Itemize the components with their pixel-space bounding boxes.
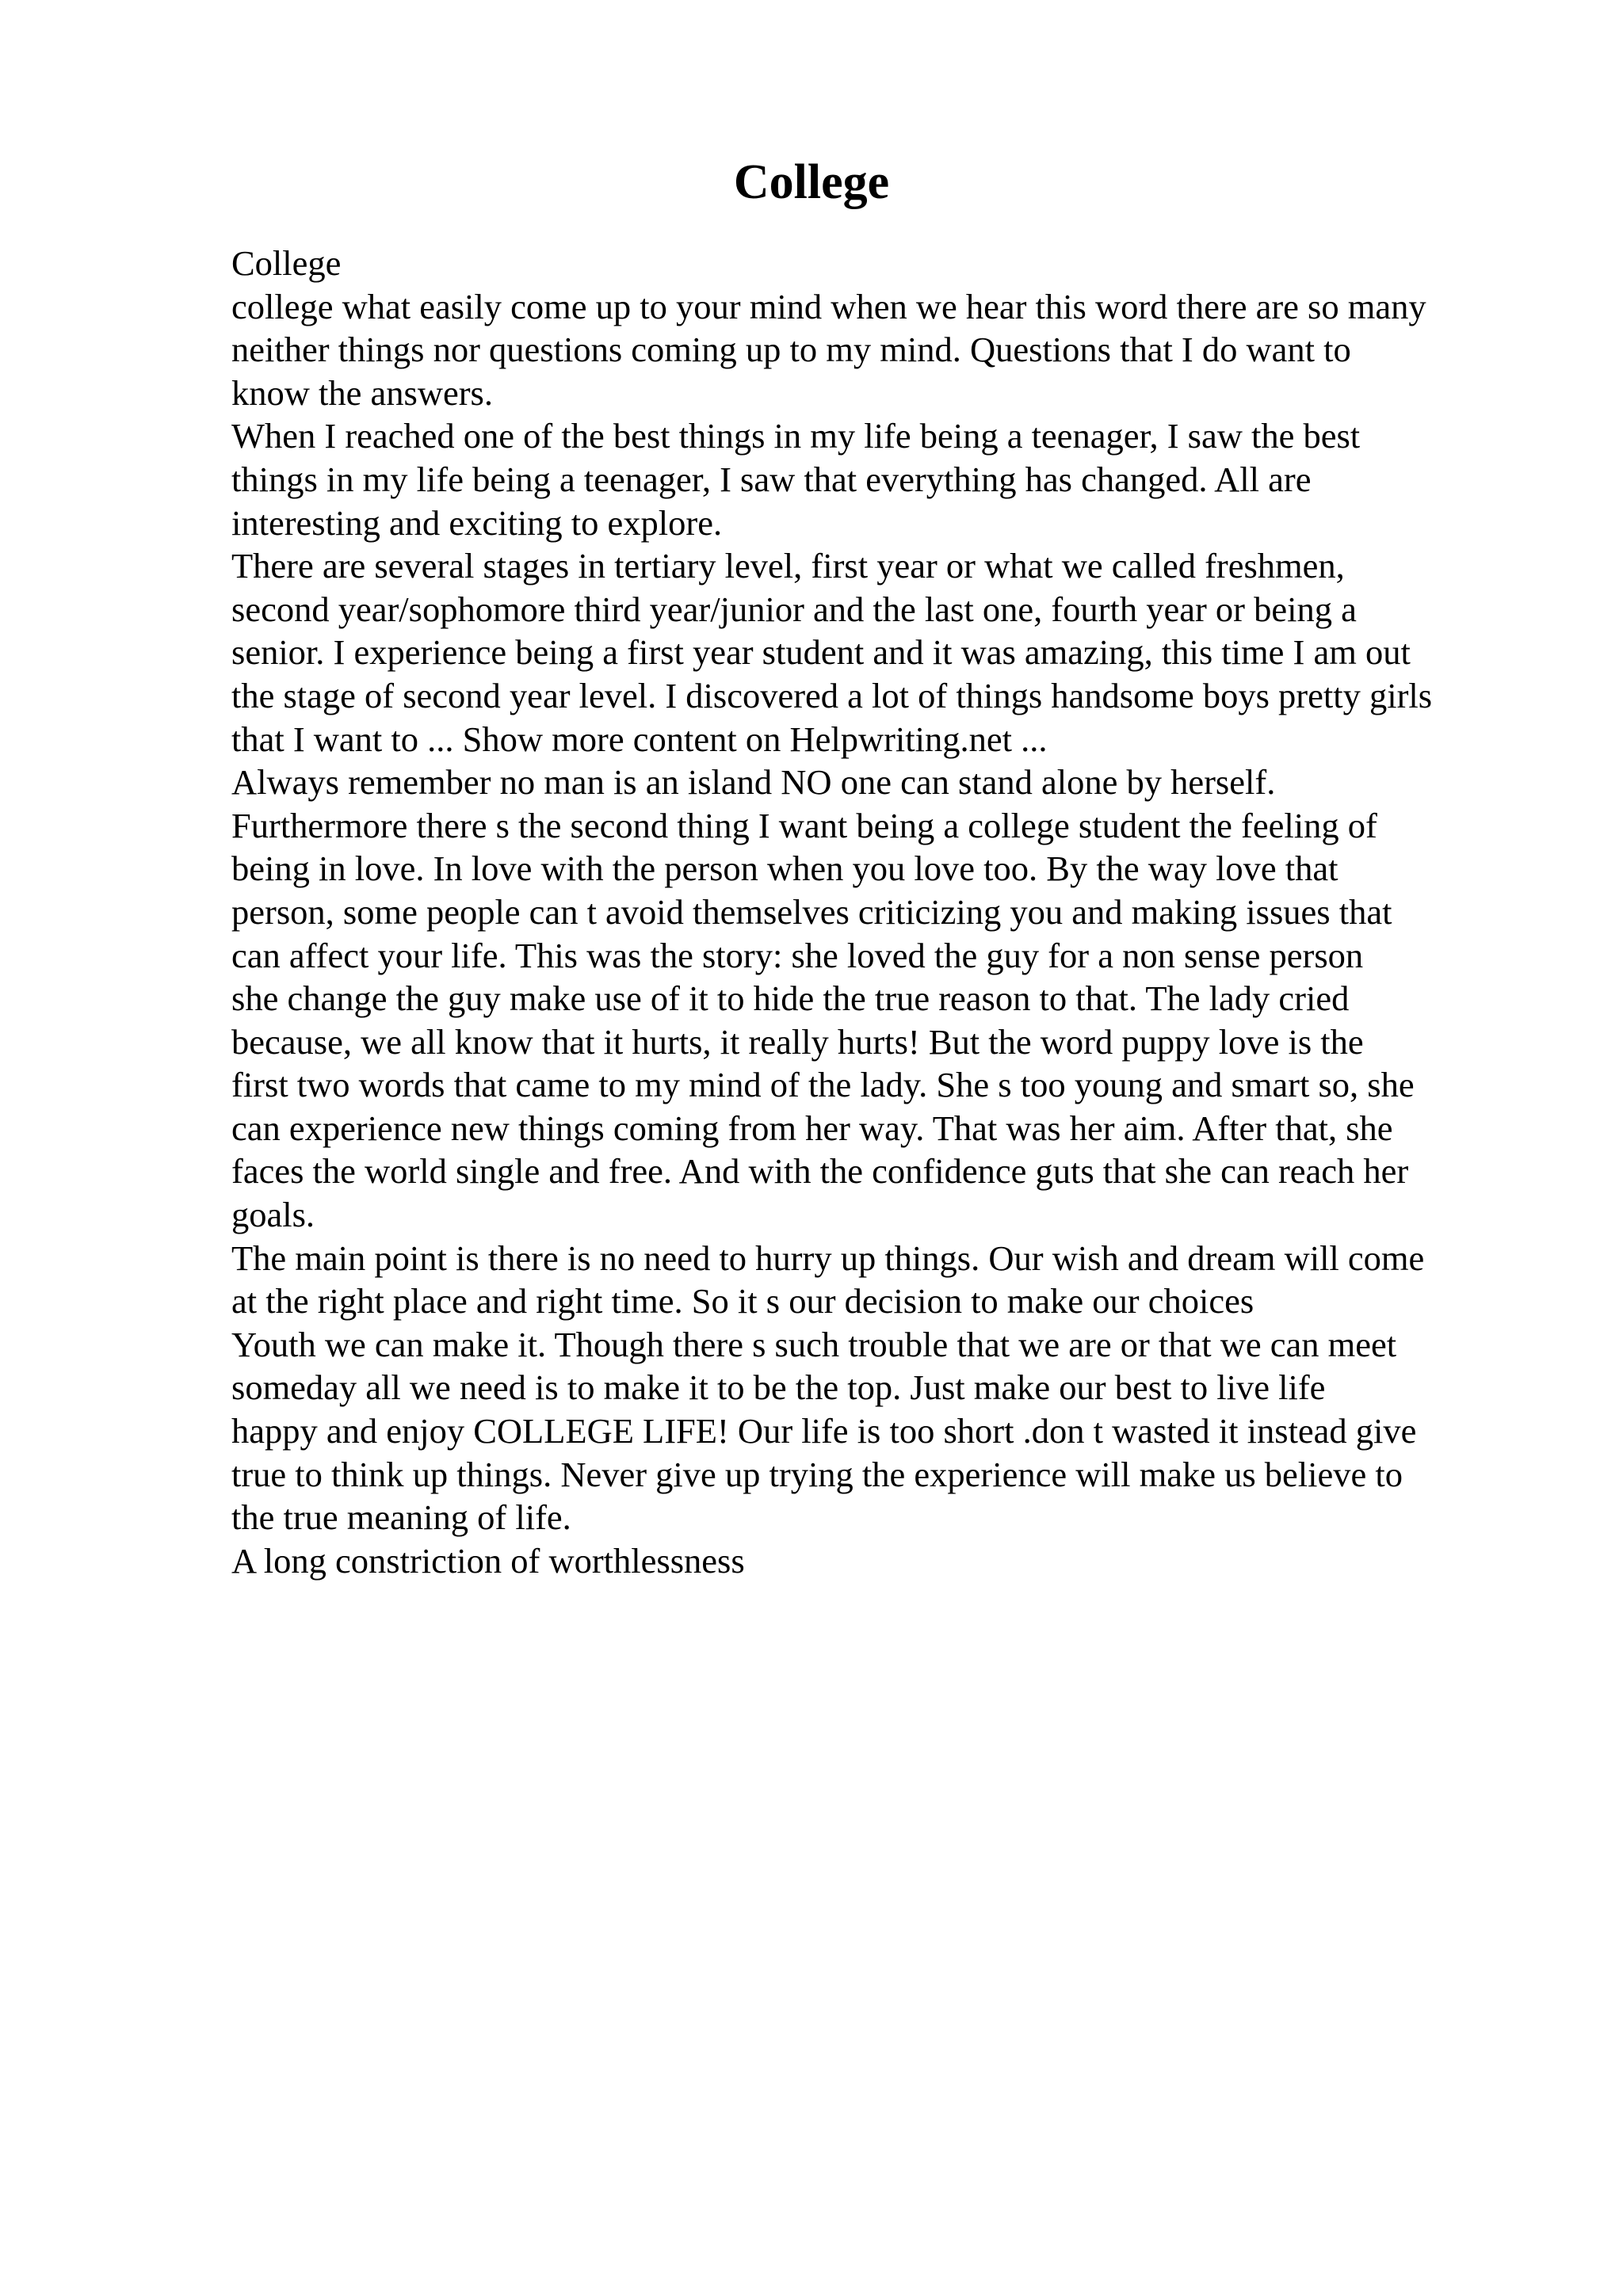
body-line: A long constriction of worthlessness [231,1540,745,1581]
body-line: first two words that came to my mind of the lady. She s too young and smart so, she [231,1065,1415,1105]
body-line: There are several stages in tertiary level, first year or what we called freshmen, [231,546,1345,586]
document-title: College [733,155,890,209]
body-line: can affect your life. This was the story: she loved the guy for a non sense person [231,935,1364,975]
body-line: Youth we can make it. Though there s such trouble that we are or that we can meet [231,1324,1397,1364]
body-line: college what easily come up to your mind when we hear this word there are so many [231,286,1426,326]
body-line: second year/sophomore third year/junior and the last one, fourth year or being a [231,589,1357,629]
document-body [231,242,1499,1582]
body-line: the stage of second year level. I discovered a lot of things handsome boys pretty girls [231,675,1433,715]
body-line: someday all we need is to make it to be the top. Just make our best to live life [231,1367,1326,1408]
body-line: because, we all know that it hurts, it really hurts! But the word puppy love is the [231,1021,1364,1062]
body-line: she change the guy make use of it to hide the true reason to that. The lady cried [231,978,1350,1019]
body-line: interesting and exciting to explore. [231,502,723,543]
body-line: faces the world single and free. And with the confidence guts that she can reach her [231,1151,1409,1192]
body-line: When I reached one of the best things in my life being a teenager, I saw the best [231,416,1361,456]
body-line: College [231,243,342,283]
body-line: Always remember no man is an island NO one can stand alone by herself. [231,762,1276,803]
body-line: things in my life being a teenager, I saw that everything has changed. All are [231,459,1312,499]
body-line: goals. [231,1195,315,1235]
body-line: neither things nor questions coming up to my mind. Questions that I do want to [231,330,1351,370]
body-line: know the answers. [231,372,493,413]
body-line: The main point is there is no need to hurry up things. Our wish and dream will come [231,1238,1425,1278]
body-line: that I want to ... Show more content on Helpwriting.net ... [231,719,1048,759]
body-line: true to think up things. Never give up trying the experience will make us believe to [231,1454,1403,1494]
body-line: being in love. In love with the person when you love too. By the way love that [231,849,1338,889]
body-line: Furthermore there s the second thing I want being a college student the feeling of [231,805,1377,845]
body-line: can experience new things coming from her way. That was her aim. After that, she [231,1108,1393,1148]
body-line: at the right place and right time. So it s our decision to make our choices [231,1281,1254,1322]
body-line: senior. I experience being a first year student and it was amazing, this time I am out [231,632,1411,673]
body-line: the true meaning of life. [231,1497,571,1538]
body-line: happy and enjoy COLLEGE LIFE! Our life is too short .don t wasted it instead give [231,1411,1417,1451]
body-line: person, some people can t avoid themselves criticizing you and making issues that [231,891,1392,932]
